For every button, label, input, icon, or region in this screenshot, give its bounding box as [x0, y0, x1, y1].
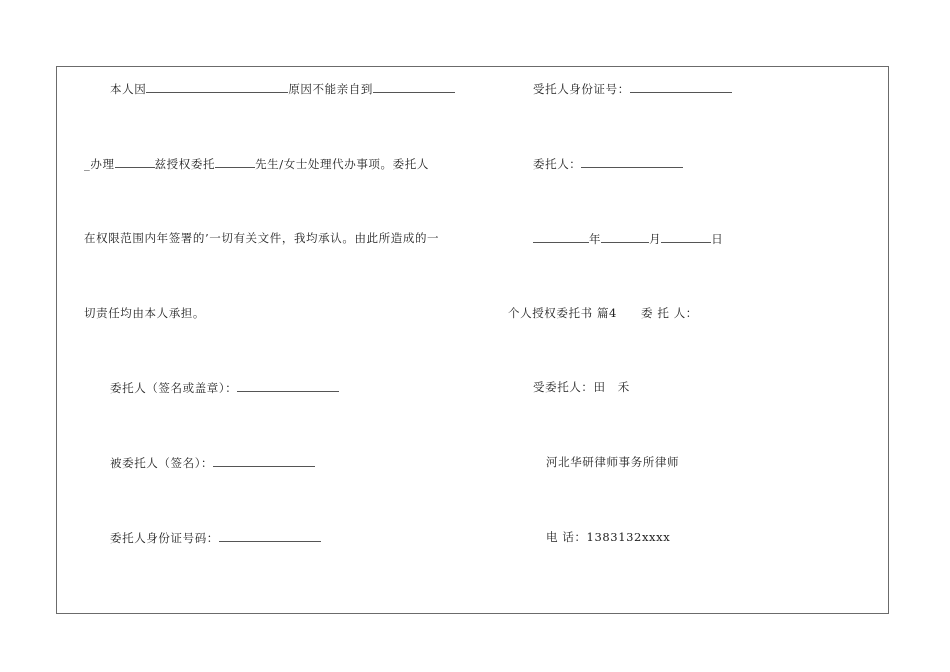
agent-signature-blank — [213, 455, 315, 467]
month-blank — [601, 231, 649, 243]
reason-prefix: 本人因 — [110, 82, 147, 96]
principal-id-blank — [219, 530, 321, 542]
phone-line: 电 话：1383132xxxx — [546, 530, 671, 544]
authorize-text: 兹授权委托 — [154, 157, 216, 171]
handle-prefix: _办理 — [84, 157, 115, 171]
liability-line: 切责任均由本人承担。 — [84, 306, 205, 320]
year-blank — [533, 231, 589, 243]
day-label: 日 — [711, 232, 724, 246]
agent-id-label: 受托人身份证号： — [533, 82, 630, 96]
law-firm-line: 河北华研律师事务所律师 — [546, 455, 680, 469]
principal-signature-blank — [237, 380, 339, 392]
month-label: 月 — [649, 232, 662, 246]
principal-id-label: 委托人身份证号码： — [110, 531, 219, 545]
agent-signature-label: 被委托人（签名）： — [110, 456, 214, 470]
document-title: 个人授权委托书 篇4 — [508, 306, 617, 320]
title-line — [508, 306, 698, 320]
date-line — [533, 231, 723, 246]
reason-line — [110, 81, 455, 96]
scope-line: 在权限范围内年签署的’一切有关文件，我均承认。由此所造成的一 — [84, 231, 440, 245]
principal-line — [533, 156, 683, 171]
principal-id-line — [110, 530, 321, 545]
principal-signature-label: 委托人（签名或盖章）： — [110, 381, 238, 395]
principal-heading: 委 托 人： — [640, 306, 698, 320]
agent-id-blank — [630, 81, 732, 93]
handle-line — [84, 156, 429, 171]
principal-signature-line — [110, 380, 339, 395]
principal-blank — [581, 156, 683, 168]
agent-name-line: 受委托人：田 禾 — [533, 380, 630, 394]
matter-blank — [115, 156, 155, 168]
agent-text: 先生/女士处理代办事项。委托人 — [255, 157, 429, 171]
principal-label: 委托人： — [533, 157, 582, 171]
agent-signature-line — [110, 455, 315, 470]
year-label: 年 — [589, 232, 602, 246]
agent-name-blank — [215, 156, 255, 168]
day-blank — [661, 231, 711, 243]
place-blank — [373, 81, 455, 93]
agent-id-line — [533, 81, 732, 96]
reason-blank — [146, 81, 288, 93]
reason-suffix: 原因不能亲自到 — [288, 82, 374, 96]
